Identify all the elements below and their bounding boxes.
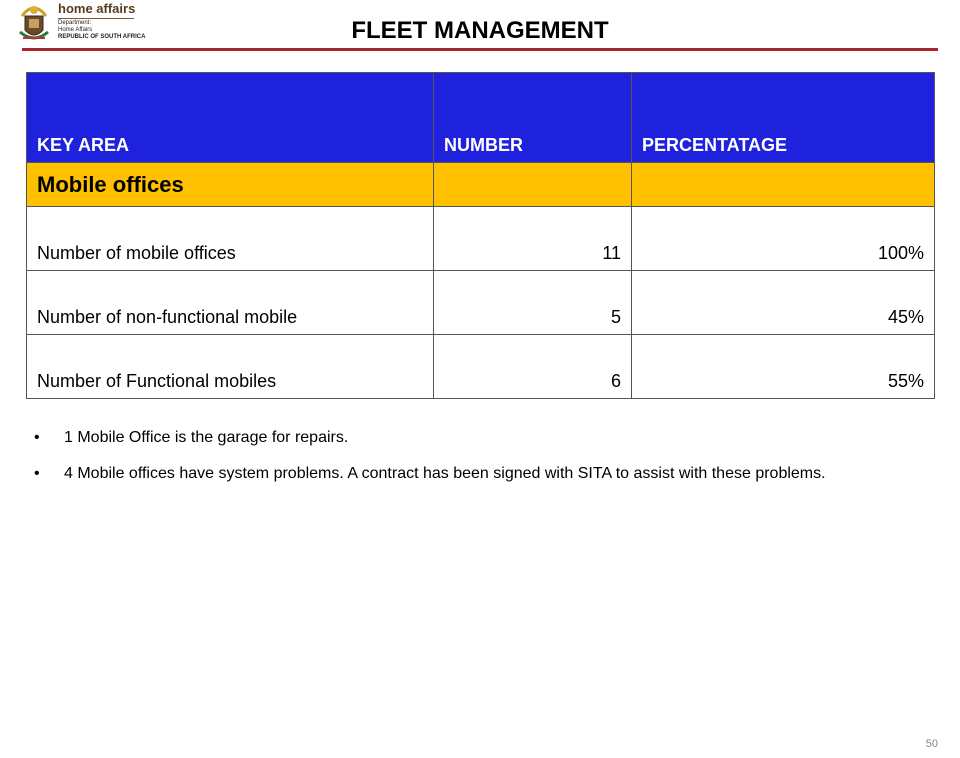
section-row-mobile-offices <box>27 163 935 207</box>
table-row <box>27 335 935 399</box>
note-text: 1 Mobile Office is the garage for repairs. <box>64 429 349 446</box>
page-title: FLEET MANAGEMENT <box>351 17 609 44</box>
page-number: 50 <box>925 738 938 750</box>
logo-department: Department: <box>58 20 92 26</box>
section-empty-cell <box>632 163 935 207</box>
cell-number: 5 <box>434 271 632 335</box>
list-item <box>34 464 934 484</box>
logo-brand: home affairs <box>58 1 136 16</box>
title-divider <box>22 48 938 51</box>
section-label: Mobile offices <box>27 163 434 207</box>
column-header-number: NUMBER <box>434 73 632 163</box>
column-header-percentage: PERCENTATAGE <box>632 73 935 163</box>
notes-list <box>34 428 934 500</box>
column-header-key-area: KEY AREA <box>27 73 434 163</box>
fleet-table <box>26 72 935 399</box>
cell-percentage: 55% <box>632 335 935 399</box>
bullet-icon: • <box>34 465 40 482</box>
cell-key-area: Number of mobile offices <box>27 207 434 271</box>
list-item <box>34 428 934 448</box>
section-empty-cell <box>434 163 632 207</box>
logo-dept-name: Home Affairs <box>58 27 93 33</box>
cell-number: 11 <box>434 207 632 271</box>
cell-percentage: 45% <box>632 271 935 335</box>
cell-key-area: Number of Functional mobiles <box>27 335 434 399</box>
logo-country: REPUBLIC OF SOUTH AFRICA <box>58 34 146 40</box>
bullet-icon: • <box>34 429 40 446</box>
table-header-row <box>27 73 935 163</box>
table-row <box>27 271 935 335</box>
cell-number: 6 <box>434 335 632 399</box>
cell-percentage: 100% <box>632 207 935 271</box>
note-text: 4 Mobile offices have system problems. A contract has been signed with SITA to assist with these problems. <box>64 465 826 482</box>
table-row <box>27 207 935 271</box>
cell-key-area: Number of non-functional mobile <box>27 271 434 335</box>
